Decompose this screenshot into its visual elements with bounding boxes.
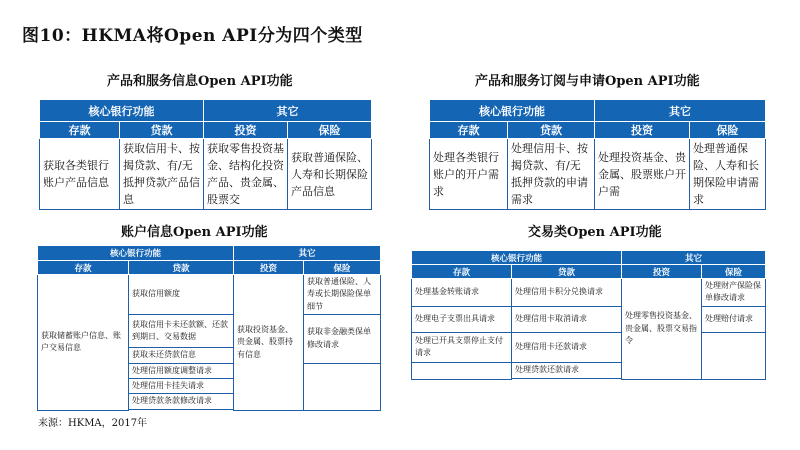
header-other: 其它 xyxy=(595,100,766,122)
header-deposit: 存款 xyxy=(38,261,129,275)
header-loan: 贷款 xyxy=(508,122,595,139)
cell-loan: 获取信用卡、按揭贷款、有/无抵押贷款产品信息 xyxy=(120,139,204,210)
header-loan: 贷款 xyxy=(129,261,234,275)
list-item-loan: 处理信用卡取消请求 xyxy=(512,306,622,332)
section-title-account-info: 账户信息Open API功能 xyxy=(121,225,268,240)
list-item-loan: 处理信用卡积分兑换请求 xyxy=(512,279,622,307)
list-item-loan: 处理信用额度调整请求 xyxy=(129,363,234,378)
list-item-loan: 获取未还贷款信息 xyxy=(129,348,234,363)
table-transaction xyxy=(411,250,766,380)
header-loan: 贷款 xyxy=(512,265,622,279)
spacer xyxy=(512,378,622,379)
header-other: 其它 xyxy=(234,246,381,261)
list-item-deposit: 处理已开具支票停止支付请求 xyxy=(412,332,512,362)
list-item-insurance: 获取非金融类保单修改请求 xyxy=(304,315,381,363)
header-investment: 投资 xyxy=(595,122,690,139)
cell-insurance: 获取普通保险、人寿和长期保险产品信息 xyxy=(288,139,372,210)
deposit-empty xyxy=(412,362,512,379)
list-item-loan: 处理信用卡挂失请求 xyxy=(129,378,234,393)
header-insurance: 保险 xyxy=(288,122,372,139)
cell-deposit: 获取各类银行账户产品信息 xyxy=(40,139,120,210)
header-investment: 投资 xyxy=(234,261,304,275)
header-insurance: 保险 xyxy=(702,265,766,279)
list-item-deposit: 处理电子支票出具请求 xyxy=(412,306,512,332)
section-title-product-info: 产品和服务信息Open API功能 xyxy=(107,74,293,89)
header-investment: 投资 xyxy=(622,265,702,279)
table-subscription xyxy=(429,99,766,210)
table-account-info xyxy=(37,245,381,411)
list-item-loan: 获取信用卡未还款额、还款到期日、交易数据 xyxy=(129,315,234,348)
cell-insurance: 处理普通保险、人寿和长期保险申请需求 xyxy=(690,139,766,210)
source-note: 来源：HKMA，2017年 xyxy=(38,418,148,429)
list-item-loan: 处理贷款还款请求 xyxy=(512,362,622,378)
header-deposit: 存款 xyxy=(412,265,512,279)
cell-investment: 处理投资基金、贵金属、股票账户开户需 xyxy=(595,139,690,210)
cell-investment: 处理零售投资基金、贵金属、股票交易指令 xyxy=(622,279,702,380)
insurance-empty xyxy=(702,332,766,379)
header-investment: 投资 xyxy=(204,122,288,139)
list-item-insurance: 获取普通保险、人寿或长期保险保单细节 xyxy=(304,275,381,315)
list-item-loan: 获取信用额度 xyxy=(129,275,234,315)
cell-investment: 获取零售投资基金、结构化投资产品、贵金属、股票交 xyxy=(204,139,288,210)
header-core-banking: 核心银行功能 xyxy=(430,100,595,122)
header-deposit: 存款 xyxy=(430,122,508,139)
figure-title: 图10：HKMA将Open API分为四个类型 xyxy=(22,26,363,46)
header-core-banking: 核心银行功能 xyxy=(38,246,234,261)
list-item-insurance: 处理赔付请求 xyxy=(702,306,766,332)
header-core-banking: 核心银行功能 xyxy=(412,251,622,265)
list-item-loan: 处理信用卡还款请求 xyxy=(512,332,622,362)
header-deposit: 存款 xyxy=(40,122,120,139)
spacer xyxy=(129,409,234,410)
header-core-banking: 核心银行功能 xyxy=(40,100,204,122)
header-other: 其它 xyxy=(622,251,766,265)
header-loan: 贷款 xyxy=(120,122,204,139)
header-other: 其它 xyxy=(204,100,372,122)
cell-deposit: 获取储蓄账户信息、账户交易信息 xyxy=(38,275,129,411)
cell-loan: 处理信用卡、按揭贷款、有/无抵押贷款的申请需求 xyxy=(508,139,595,210)
header-insurance: 保险 xyxy=(304,261,381,275)
list-item-loan: 处理贷款条款修改请求 xyxy=(129,394,234,409)
section-title-subscription: 产品和服务订阅与申请Open API功能 xyxy=(475,74,700,89)
list-item-deposit: 处理基金转账请求 xyxy=(412,279,512,307)
cell-investment: 获取投资基金、贵金属、股票持有信息 xyxy=(234,275,304,411)
list-item-insurance: 处理财产保险保单修改请求 xyxy=(702,279,766,307)
table-product-info xyxy=(39,99,372,210)
header-insurance: 保险 xyxy=(690,122,766,139)
section-title-transaction: 交易类Open API功能 xyxy=(528,225,662,240)
insurance-empty xyxy=(304,363,381,410)
cell-deposit: 处理各类银行账户的开户需求 xyxy=(430,139,508,210)
